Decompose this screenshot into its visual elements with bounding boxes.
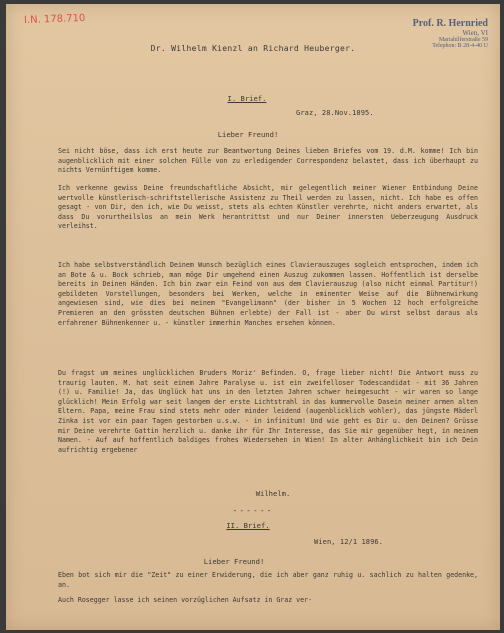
letter1-paragraph-2: Ich verkenne gewiss Deine freundschaftliche Absicht, mir gelegentlich meiner Wiener Entbindung Deine wertvolle künstlerisch-schriftstellerische Assistenz zu Theil werden zu lassen, nicht. Ich habe es offen gesagt - von Dir, den ich, wie Du weisst, stets als echten Künstler verehrte, nicht anders erwartet, als dass Du vorurtheilslos an mein Werk herantrittst und nur Deiner innersten Ueberzeugung Ausdruck verleihst. bbox=[58, 184, 478, 231]
archive-inventory-mark: I.N. 178.710 bbox=[23, 12, 86, 27]
letter2-salutation: Lieber Freund! bbox=[203, 557, 265, 566]
letter2-title: II. Brief. bbox=[226, 521, 270, 530]
stamp-name: Prof. R. Hernried bbox=[412, 18, 488, 29]
letter1-place-date: Graz, 28.Nov.1895. bbox=[296, 109, 374, 117]
stamp-phone: Telephon: B 28-4-40 U bbox=[432, 43, 488, 49]
letter2-paragraph-1: Eben bot sich mir die "Zeit" zu einer Erwiderung, die ich aber ganz ruhig u. sachlich zu halten gedenke, an. bbox=[58, 571, 478, 589]
letter2-paragraph-2: Auch Rosegger lasse ich seinen vorzüglichen Aufsatz in Graz ver- bbox=[58, 596, 313, 604]
document-heading: Dr. Wilhelm Kienzl an Richard Heuberger. bbox=[150, 44, 356, 53]
letter1-paragraph-4: Du fragst um meines unglücklichen Bruders Moriz' Befinden. O, frage lieber nicht! Die Antwort muss zu traurig lauten. M. hat seit einem Jahre Paralyse u. ist ein zweifelloser Todescandidat - mit 36 Jahren (!) u. Familie! Ja, das Unglück hat uns in den letzten Jahren schwer heimgesucht - wir waren so lange glücklich! Mein Erfolg war seit langem der erste Lichtstrahl in das kummervolle Dasein meiner armen alten Eltern. Papa, meine Frau sind stets mehr oder minder leidend (augenblicklich wohler), das jüngste Mäderl Zinka ist vor ein paar Tagen gestorben u.s.w. - in infinitum! Und wie geht es Dir u. den Deinen? Grüsse mir Deine verehrte Gattin herzlich u. danke ihr für Ihr Interesse, das Sie mir gegenüber hegt, in meinem Namen. - Auf auf hoffentlich baldiges frohes Wiedersehen in Wien! In alter Anhänglichkeit bin ich Dein aufrichtig ergebener bbox=[58, 369, 478, 454]
stamp-city: Wien, VI bbox=[462, 29, 488, 37]
letter-page bbox=[6, 4, 500, 630]
letter1-signature: Wilhelm. bbox=[255, 489, 291, 498]
stamp-street: Mariahilferstraße 59 bbox=[438, 37, 488, 43]
letter1-paragraph-1: Sei nicht böse, dass ich erst heute zur Beantwortung Deines lieben Briefes vom 19. d.M. komme! Ich bin augenblicklich mit einer solchen Fülle von zu erledigender Correspondenz belastet, dass ich überhaupt zu nichts Vernünftigem komme. bbox=[58, 147, 478, 175]
letter1-title: I. Brief. bbox=[227, 94, 267, 103]
letter-separator: ------ bbox=[232, 506, 274, 515]
letter1-paragraph-3: Ich habe selbstverständlich Deinem Wunsch bezüglich eines Clavierauszuges sogleich entsprochen, indem ich an Bote & u. Bock schrieb, man möge Dir umgehend einen Auszug zukommen lassen. Hoffentlich ist derselbe bereits in Deinen Händen. Ich bin zwar ein Feind von aus dem Clavierauszug (also nicht einmal Partitur!) gebildeten Vorstellungen, besonders bei Werken, welche in eminenter Weise auf die Bühnenwirkung angewiesen sind, wie dies bei meinem "Evangelimann" (der bisher in 5 Wochen 12 hoch erfolgreiche Premieren an den grössten deutschen Bühnen erlebte) der Fall ist - aber Du wirst selbst daraus als erfahrener Bühnenkenner u. - künstler immerhin Manches ersehen können. bbox=[58, 261, 478, 327]
letter2-place-date: Wien, 12/1 1896. bbox=[314, 538, 384, 546]
letter1-salutation: Lieber Freund! bbox=[217, 130, 279, 139]
